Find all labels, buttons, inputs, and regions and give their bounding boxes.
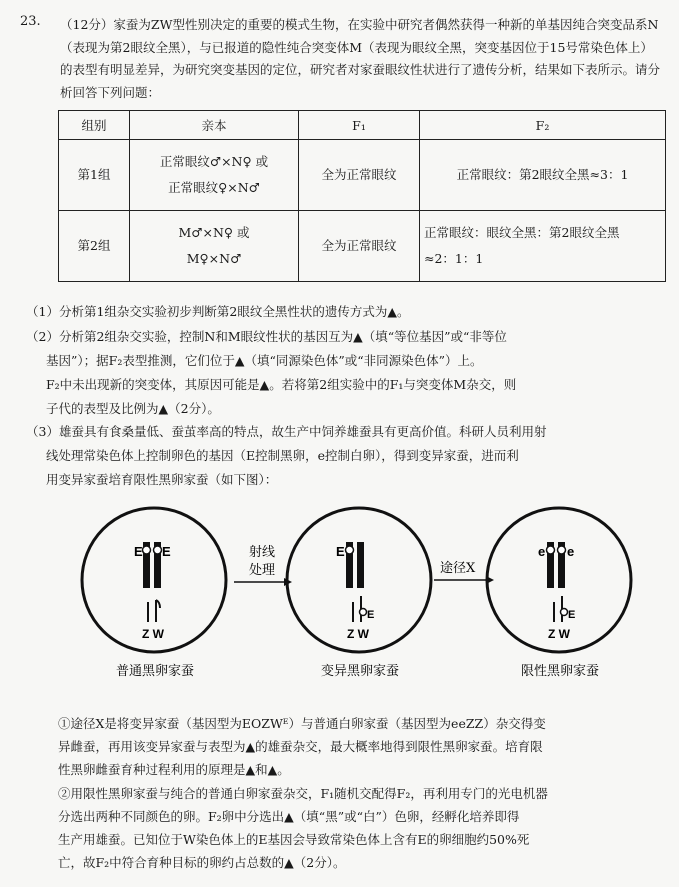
sex-chromosome-label: Z W bbox=[548, 627, 570, 641]
cell-caption: 普通黑卵家蚕 bbox=[116, 664, 195, 679]
label: E bbox=[162, 544, 171, 559]
table-header-parents: 亲本 bbox=[130, 111, 299, 140]
q2-line: 基因”）；据F₂表型推测，它们位于▲（填“同源染色体”或“非同源染色体”）上。 bbox=[46, 353, 483, 368]
cell-sex-limited-black-egg bbox=[487, 508, 631, 679]
cell-caption: 限性黑卵家蚕 bbox=[521, 664, 600, 679]
sub1-line: 异雌蚕，再用该变异家蚕与表型为▲的雄蚕杂交，最大概率地得到限性黑卵家蚕。培育限 bbox=[58, 739, 543, 754]
label: e bbox=[567, 544, 575, 559]
arrow-path-x bbox=[434, 561, 494, 584]
cell-caption: 变异黑卵家蚕 bbox=[321, 664, 400, 679]
arrow-label: 射线 bbox=[249, 545, 276, 560]
sub-question-3-part-1 bbox=[58, 712, 668, 781]
sub2-line: 亡，故F₂中符合育种目标的卵约占总数的▲（2分）。 bbox=[58, 855, 346, 870]
table-cell-f2: 正常眼纹：第2眼纹全黑≈3：1 bbox=[420, 140, 666, 211]
sub2-line: 分选出两种不同颜色的卵。F₂卵中分选出▲（填“黑”或“白”）色卵，经孵化培养即得 bbox=[58, 809, 520, 824]
sub2-line: 生产用雄蚕。已知位于W染色体上的E基因会导致常染色体上含有E的卵细胞约50%死 bbox=[58, 832, 530, 847]
table-cell-parents bbox=[130, 140, 299, 211]
label: E bbox=[336, 544, 345, 559]
sub-question-3 bbox=[26, 420, 666, 492]
sub2-line: ②用限性黑卵家蚕与纯合的普通白卵家蚕杂交，F₁随机交配得F₂，再利用专门的光电机器 bbox=[58, 786, 548, 801]
sub1-line: ①途径X是将变异家蚕（基因型为EOZWᴱ）与普通白卵家蚕（基因型为eeZZ）杂交得变 bbox=[58, 716, 546, 731]
q3-line: （3）雄蚕具有食桑量低、蚕茧率高的特点，故生产中饲养雄蚕具有更高价值。科研人员利用射 bbox=[26, 424, 547, 439]
sex-chromosome-label: Z W bbox=[142, 627, 164, 641]
q2-line: F₂中未出现新的突变体，其原因可能是▲。若将第2组实验中的F₁与突变体M杂交，则 bbox=[46, 377, 517, 392]
table-header-f1: F₁ bbox=[299, 111, 420, 140]
label: e bbox=[538, 544, 546, 559]
arrow-label: 途径X bbox=[440, 561, 476, 576]
f2-line: 正常眼纹：眼纹全黑：第2眼纹全黑 bbox=[424, 225, 620, 240]
chromosome-diagram bbox=[74, 500, 634, 690]
q3-line: 线处理常染色体上控制卵色的基因（E控制黑卵，e控制白卵），得到变异家蚕，进而利 bbox=[46, 448, 519, 463]
table-cell-f1: 全为正常眼纹 bbox=[299, 211, 420, 282]
table-row bbox=[59, 211, 666, 282]
label: E bbox=[134, 544, 143, 559]
table-cell-f2 bbox=[420, 211, 666, 282]
sub1-line: 性黑卵雌蚕育种过程利用的原理是▲和▲。 bbox=[58, 762, 290, 777]
sub-question-2 bbox=[26, 325, 666, 421]
q3-line: 用变异家蚕培育限性黑卵家蚕（如下图）： bbox=[46, 472, 278, 487]
sub-question-1: （1）分析第1组杂交实验初步判断第2眼纹全黑性状的遗传方式为▲。 bbox=[26, 304, 410, 319]
cell-variant-black-egg bbox=[287, 508, 431, 679]
diagram-svg bbox=[74, 500, 634, 690]
sex-chromosome-label: Z W bbox=[347, 627, 369, 641]
table-header-f2: F₂ bbox=[420, 111, 666, 140]
parents-line: 正常眼纹♀×N♂ bbox=[168, 180, 260, 195]
cell-normal-black-egg bbox=[82, 508, 226, 679]
table-cell-parents bbox=[130, 211, 299, 282]
parents-line: M♂×N♀ 或 bbox=[178, 225, 250, 240]
table-row bbox=[59, 140, 666, 211]
table-header-row bbox=[59, 111, 666, 140]
table-header-group: 组别 bbox=[59, 111, 130, 140]
genetics-table bbox=[58, 110, 666, 282]
arrow-radiation bbox=[234, 544, 292, 586]
question-intro: （12分）家蚕为ZW型性别决定的重要的模式生物，在实验中研究者偶然获得一种新的单基因纯合突变品系N（表现为第2眼纹全黑），与已报道的隐性纯合突变体M（表现为眼纹全黑，突变基因位于15号常染色体上）的表型有明显差异，为研究突变基因的定位，研究者对家蚕眼纹性状进行了遗传分析，结果如下表所示。请分析回答下列问题： bbox=[60, 17, 661, 100]
parents-line: M♀×N♂ bbox=[186, 251, 242, 266]
table-cell-group: 第1组 bbox=[59, 140, 130, 211]
table-cell-group: 第2组 bbox=[59, 211, 130, 282]
table-cell-f1: 全为正常眼纹 bbox=[299, 140, 420, 211]
f2-line: ≈2：1：1 bbox=[424, 251, 484, 266]
arrow-label: 处理 bbox=[249, 563, 276, 578]
q2-line: 子代的表型及比例为▲（2分）。 bbox=[46, 401, 220, 416]
sub-question-3-part-2 bbox=[58, 782, 668, 874]
q2-line: （2）分析第2组杂交实验，控制N和M眼纹性状的基因互为▲（填“等位基因”或“非等位 bbox=[26, 329, 507, 344]
w-label: E bbox=[367, 609, 375, 621]
question-number: 23. bbox=[20, 14, 41, 29]
w-label: E bbox=[568, 609, 576, 621]
parents-line: 正常眼纹♂×N♀ 或 bbox=[159, 154, 269, 169]
